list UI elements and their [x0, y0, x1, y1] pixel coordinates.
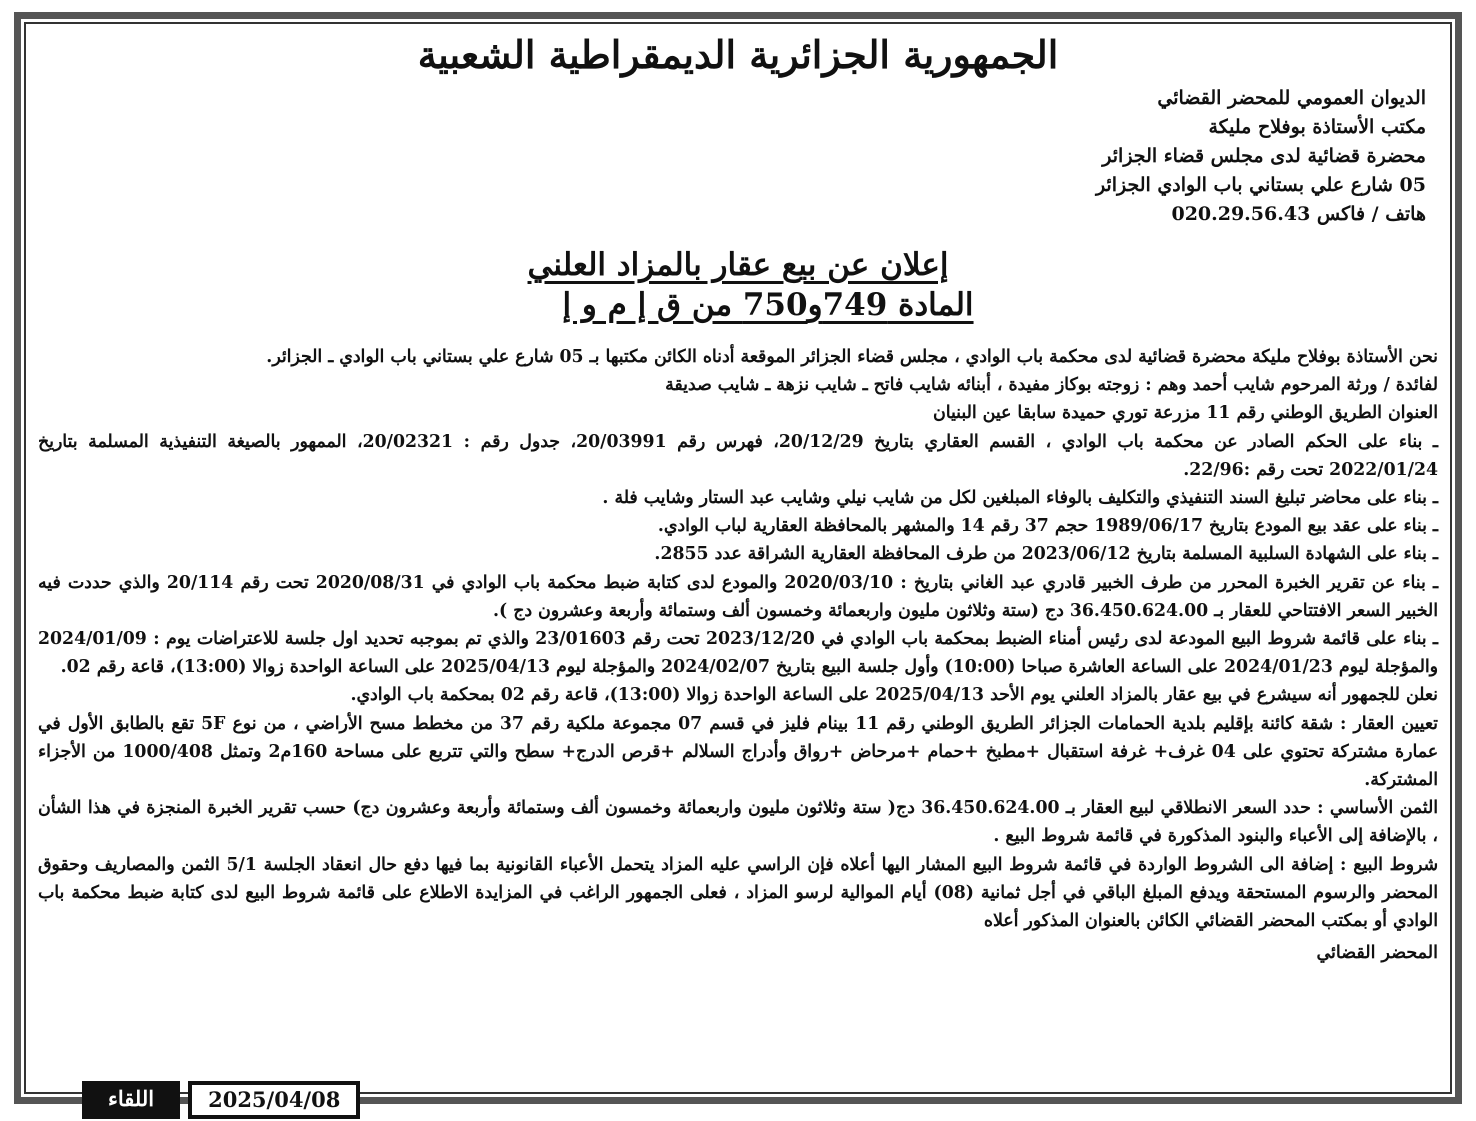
notice-body — [34, 343, 1442, 935]
paragraph-base-price: الثمن الأساسي : حدد السعر الانطلاقي لبيع العقار بـ 36.450.624.00 دج( ستة وثلاثون مليون واربعمائة وخمسون ألف وستمائة وأربعة وعشرون دج) حسب تقرير الخبرة المنجزة في هذا الشأن ، بالإضافة إلى الأعباء والبنود المذكورة في قائمة شروط البيع . — [38, 798, 1439, 847]
footer-bar — [82, 1081, 360, 1119]
phone-number: 020.29.56.43 — [1171, 203, 1311, 225]
paragraph-judgment: ـ بناء على الحكم الصادر عن محكمة باب الوادي ، القسم العقاري بتاريخ 20/12/29، فهرس رقم 20/03991، جدول رقم : 20/02321، الممهور بالصيغة التنفيذية المسلمة بتاريخ 2022/01/24 تحت رقم :22/96. — [38, 431, 1438, 480]
headline-article: المادة 749و750 من ق إ م و إ — [562, 287, 974, 323]
office-phone-row — [34, 200, 1426, 229]
paragraph-conditions-list: ـ بناء على قائمة شروط البيع المودعة لدى رئيس أمناء الضبط بمحكمة باب الوادي في 2023/12/20 تحت رقم 23/01603 والذي تم بموجبه تحديد اول جلسة للاعتراضات يوم : 2024/01/09 والمؤجلة ليوم 2024/01/23 على الساعة العاشرة صباحا (10:00) وأول جلسة البيع بتاريخ 2024/02/07 والمؤجلة ليوم 2025/04/13 على الساعة الواحدة زوالا (13:00)، قاعة رقم 02. — [38, 629, 1438, 678]
notice-headline — [34, 245, 1442, 325]
office-jurisdiction: محضرة قضائية لدى مجلس قضاء الجزائر — [1102, 145, 1426, 167]
phone-label: هاتف / فاكس — [1316, 203, 1426, 225]
page-title: الجمهورية الجزائرية الديمقراطية الشعبية — [417, 32, 1059, 77]
paragraph-notification: ـ بناء على محاضر تبليغ السند التنفيذي والتكليف بالوفاء المبلغين لكل من شايب نيلي وشايب عبد الستار وشايب فلة . — [602, 488, 1438, 509]
office-owner: مكتب الأستاذة بوفلاح مليكة — [1208, 116, 1426, 138]
signature: المحضر القضائي — [1316, 943, 1438, 964]
paragraph-intro: نحن الأستاذة بوفلاح مليكة محضرة قضائية لدى محكمة باب الوادي ، مجلس قضاء الجزائر الموقعة أدناه الكائن مكتبها بـ 05 شارع علي بستاني باب الوادي ـ الجزائر. — [266, 347, 1438, 367]
paragraph-sale-terms: شروط البيع : إضافة الى الشروط الواردة في قائمة شروط البيع المشار اليها أعلاه فإن الراسي عليه المزاد يتحمل الأعباء القانونية بما فيها دفع حال انعقاد الجلسة 5/1 الثمن والمصاريف وحقوق المحضر والرسوم المستحقة ويدفع المبلغ الباقي في أجل ثمانية (08) أيام الموالية لرسو المزاد ، فعلى الجمهور الراغب في المزايدة الاطلاع على قائمة شروط البيع لدى كتابة ضبط محكمة باب الوادي أو بمكتب المحضر القضائي الكائن بالعنوان المذكور أعلاه — [38, 854, 1438, 932]
notice-page — [34, 30, 1442, 1090]
office-address: 05 شارع علي بستاني باب الوادي الجزائر — [1095, 174, 1426, 196]
paragraph-address: العنوان الطريق الوطني رقم 11 مزرعة توري حميدة سابقا عين البنيان — [933, 403, 1438, 424]
paragraph-property: تعيين العقار : شقة كائنة بإقليم بلدية الحمامات الجزائر الطريق الوطني رقم 11 بينام فليز في قسم 07 مجموعة ملكية رقم 37 من مخطط مسح الأراضي ، من نوع 5F تقع بالطابق الأول في عمارة مشتركة تحتوي على 04 غرف+ غرفة استقبال +مطبخ +حمام +مرحاض +رواق وأدراج السلالم +قرص الدرج+ سطح والتي تتربع على مساحة 160م2 وتمثل 1000/408 من الأجزاء المشتركة. — [38, 713, 1439, 791]
paragraph-announcement: نعلن للجمهور أنه سيشرع في بيع عقار بالمزاد العلني يوم الأحد 2025/04/13 على الساعة الواحدة زوالا (13:00)، قاعة رقم 02 بمحكمة باب الوادي. — [350, 685, 1438, 706]
paragraph-beneficiaries: لفائدة / ورثة المرحوم شايب أحمد وهم : زوجته بوكاز مفيدة ، أبنائه شايب فاتح ـ شايب نزهة ـ شايب صديقة — [665, 375, 1438, 396]
paragraph-certificate: ـ بناء على الشهادة السلبية المسلمة بتاريخ 2023/06/12 من طرف المحافظة العقارية الشراقة عدد 2855. — [654, 544, 1438, 565]
newspaper-name: اللقاء — [82, 1081, 180, 1119]
office-block — [34, 84, 1426, 229]
paragraph-expertise: ـ بناء عن تقرير الخبرة المحرر من طرف الخبير قادري عبد الغاني بتاريخ : 2020/03/10 والمودع لدى كتابة ضبط محكمة باب الوادي في 2020/08/31 تحت رقم 20/114 والذي حددت فيه الخبير السعر الافتتاحي للعقار بـ 36.450.624.00 دج (ستة وثلاثون مليون واربعمائة وخمسون ألف وستمائة وأربعة وعشرون دج ). — [38, 572, 1439, 621]
paragraph-sale-contract: ـ بناء على عقد بيع المودع بتاريخ 1989/06/17 حجم 37 رقم 14 والمشهر بالمحافظة العقارية لباب الوادي. — [657, 516, 1438, 537]
headline-main: إعلان عن بيع عقار بالمزاد العلني — [527, 247, 949, 283]
publication-date: 2025/04/08 — [188, 1081, 360, 1119]
office-name: الديوان العمومي للمحضر القضائي — [1157, 87, 1426, 109]
